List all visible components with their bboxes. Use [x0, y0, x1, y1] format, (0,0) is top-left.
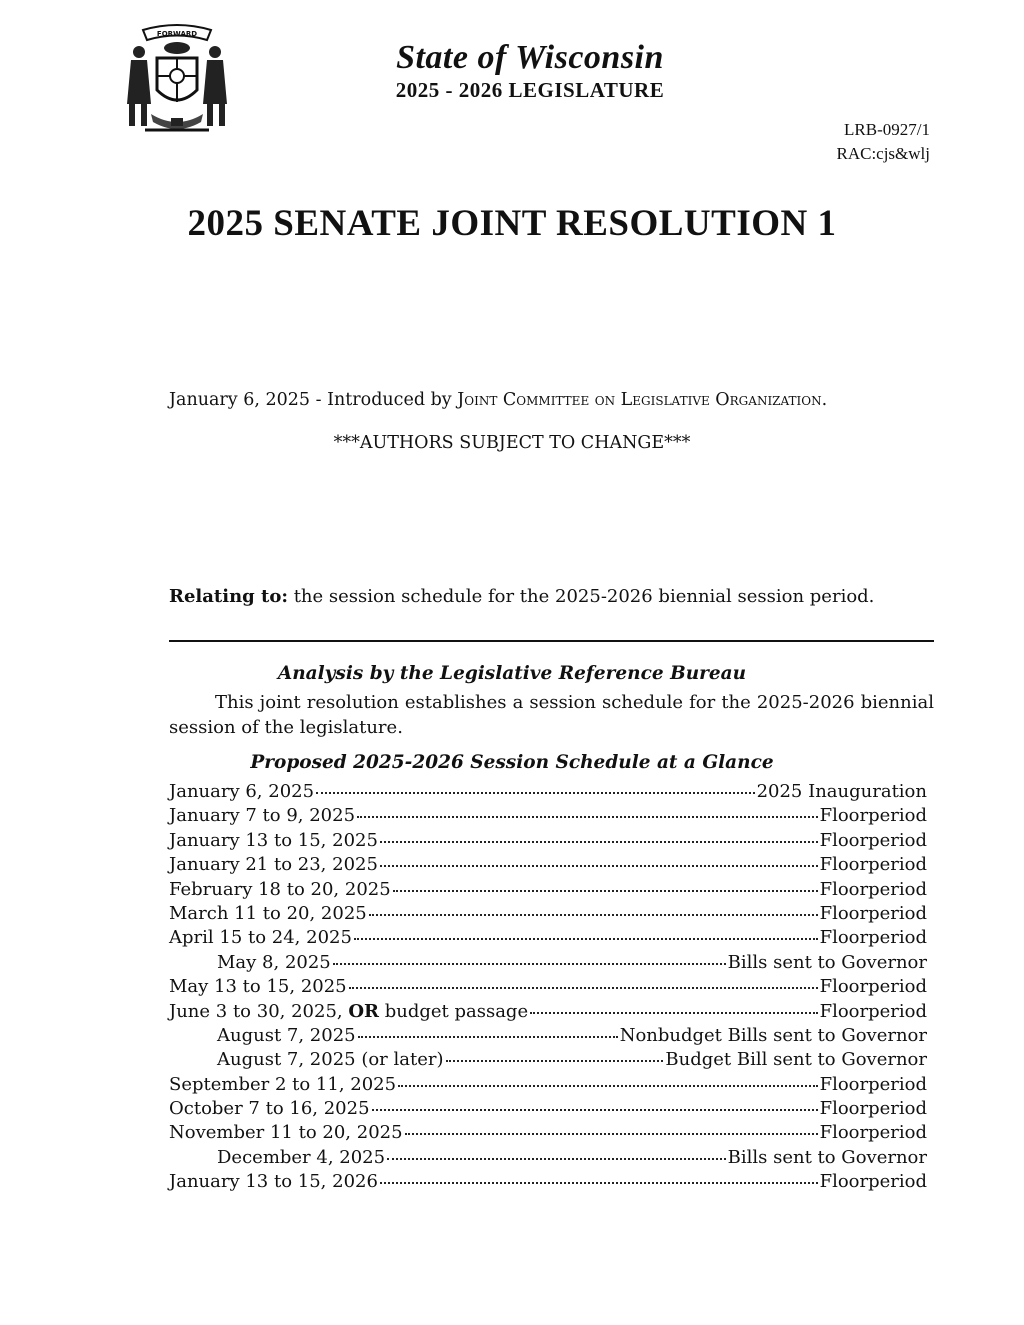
- schedule-date-text: April 15 to 24, 2025: [169, 927, 352, 949]
- schedule-row: [169, 781, 927, 805]
- schedule-row: [169, 903, 927, 927]
- schedule-date-emphasis: OR: [348, 1000, 379, 1022]
- dot-leader: [354, 938, 818, 940]
- schedule-row: [169, 854, 927, 878]
- schedule-row: [169, 1122, 927, 1146]
- schedule-event: Floorperiod: [819, 976, 927, 998]
- schedule-date: [169, 805, 355, 826]
- dot-leader: [398, 1085, 817, 1087]
- schedule-event: Nonbudget Bills sent to Governor: [619, 1024, 927, 1046]
- schedule-date-text: August 7, 2025: [217, 1024, 356, 1046]
- authors-notice: ***AUTHORS SUBJECT TO CHANGE***: [333, 433, 691, 453]
- schedule-date: [169, 830, 378, 851]
- dot-leader: [380, 841, 818, 843]
- schedule-date: [169, 854, 378, 875]
- section-divider: [169, 640, 934, 642]
- intro-period: .: [821, 390, 828, 410]
- schedule-date: [169, 1074, 396, 1095]
- schedule-date-text: August 7, 2025 (or later): [217, 1049, 444, 1071]
- schedule-date-text: May 8, 2025: [217, 951, 331, 973]
- schedule-date-text: October 7 to 16, 2025: [169, 1098, 370, 1120]
- schedule-date: [217, 1025, 356, 1046]
- relating-label: Relating to:: [169, 586, 288, 607]
- relating-text: the session schedule for the 2025-2026 biennial session period.: [293, 586, 875, 607]
- schedule-event: Bills sent to Governor: [727, 1146, 927, 1168]
- schedule-event: Budget Bill sent to Governor: [665, 1049, 927, 1071]
- schedule-date-suffix: budget passage: [378, 1000, 529, 1022]
- dot-leader: [357, 816, 818, 818]
- schedule-date-text: May 13 to 15, 2025: [169, 976, 347, 998]
- dot-leader: [446, 1060, 664, 1062]
- schedule-event: Floorperiod: [819, 902, 927, 924]
- schedule-event: Bills sent to Governor: [727, 951, 927, 973]
- legislature-session: 2025 - 2026 LEGISLATURE: [395, 78, 665, 102]
- analysis-heading: Analysis by the Legislative Reference Bureau: [277, 663, 747, 684]
- schedule-date: [169, 1098, 370, 1119]
- schedule-event: Floorperiod: [819, 1171, 927, 1193]
- schedule-row: [169, 927, 927, 951]
- schedule-event: Floorperiod: [819, 878, 927, 900]
- resolution-title: 2025 SENATE JOINT RESOLUTION 1: [187, 203, 837, 244]
- schedule-date: [169, 976, 347, 997]
- analysis-paragraph: [169, 691, 934, 740]
- schedule-date: [169, 903, 367, 924]
- lrb-reference: [820, 118, 930, 166]
- dot-leader: [316, 792, 754, 794]
- state-title: State of Wisconsin: [396, 39, 664, 76]
- dot-leader: [530, 1012, 817, 1014]
- dot-leader: [387, 1158, 726, 1160]
- dot-leader: [349, 987, 818, 989]
- schedule-date: [169, 1171, 378, 1192]
- schedule-event: 2025 Inauguration: [756, 781, 927, 802]
- schedule-event: Floorperiod: [819, 829, 927, 851]
- schedule-date-text: February 18 to 20, 2025: [169, 878, 391, 900]
- schedule-row: [169, 1098, 927, 1122]
- drafter-initials: RAC:cjs&wlj: [836, 144, 930, 163]
- wisconsin-state-seal-icon: [115, 18, 239, 142]
- schedule-row: [169, 952, 927, 976]
- schedule-date-text: December 4, 2025: [217, 1146, 386, 1168]
- schedule-event: Floorperiod: [819, 805, 927, 827]
- schedule-row: [169, 976, 927, 1000]
- schedule-date: [217, 1147, 385, 1168]
- schedule-row: [169, 879, 927, 903]
- schedule-date: [169, 781, 314, 802]
- schedule-date-text: January 13 to 15, 2026: [169, 1171, 378, 1193]
- schedule-row: [169, 830, 927, 854]
- dot-leader: [369, 914, 818, 916]
- schedule-date: [169, 1122, 403, 1143]
- schedule-heading: Proposed 2025-2026 Session Schedule at a Glance: [250, 752, 774, 773]
- schedule-event: Floorperiod: [819, 1122, 927, 1144]
- analysis-text: This joint resolution establishes a session schedule for the 2025-2026 biennial session of the legislature.: [169, 692, 934, 738]
- schedule-date-text: January 21 to 23, 2025: [169, 854, 378, 876]
- dot-leader: [405, 1133, 818, 1135]
- schedule-date-text: March 11 to 20, 2025: [169, 902, 367, 924]
- schedule-date: [169, 1001, 528, 1022]
- schedule-date: [217, 1049, 444, 1070]
- dot-leader: [372, 1109, 818, 1111]
- schedule-event: Floorperiod: [819, 1000, 927, 1022]
- lrb-number: LRB-0927/1: [844, 120, 930, 139]
- dot-leader: [333, 963, 726, 965]
- schedule-date-text: January 13 to 15, 2025: [169, 829, 378, 851]
- dot-leader: [380, 865, 818, 867]
- dot-leader: [393, 890, 818, 892]
- schedule-table: [169, 781, 927, 1196]
- schedule-row: [169, 1049, 927, 1073]
- schedule-event: Floorperiod: [819, 1073, 927, 1095]
- schedule-date: [169, 879, 391, 900]
- schedule-date-text: January 6, 2025: [169, 781, 315, 802]
- schedule-row: [169, 805, 927, 829]
- schedule-date-text: September 2 to 11, 2025: [169, 1073, 397, 1095]
- dot-leader: [380, 1182, 818, 1184]
- schedule-date: [217, 952, 331, 973]
- schedule-date: [169, 927, 352, 948]
- schedule-event: Floorperiod: [819, 1098, 927, 1120]
- schedule-row: [169, 1025, 927, 1049]
- intro-date: January 6, 2025 - Introduced by: [169, 390, 458, 410]
- schedule-date-text: January 7 to 9, 2025: [169, 805, 356, 827]
- schedule-event: Floorperiod: [819, 927, 927, 949]
- schedule-row: [169, 1171, 927, 1195]
- schedule-event: Floorperiod: [819, 854, 927, 876]
- introduction-line: [169, 390, 949, 410]
- intro-sponsor: Joint Committee on Legislative Organization: [457, 390, 822, 410]
- schedule-row: [169, 1147, 927, 1171]
- schedule-row: [169, 1001, 927, 1025]
- relating-clause: [169, 586, 949, 607]
- seal-motto: FORWARD: [156, 30, 198, 38]
- schedule-row: [169, 1074, 927, 1098]
- schedule-date-text: June 3 to 30, 2025,: [169, 1000, 349, 1022]
- schedule-date-text: November 11 to 20, 2025: [169, 1122, 403, 1144]
- dot-leader: [358, 1036, 618, 1038]
